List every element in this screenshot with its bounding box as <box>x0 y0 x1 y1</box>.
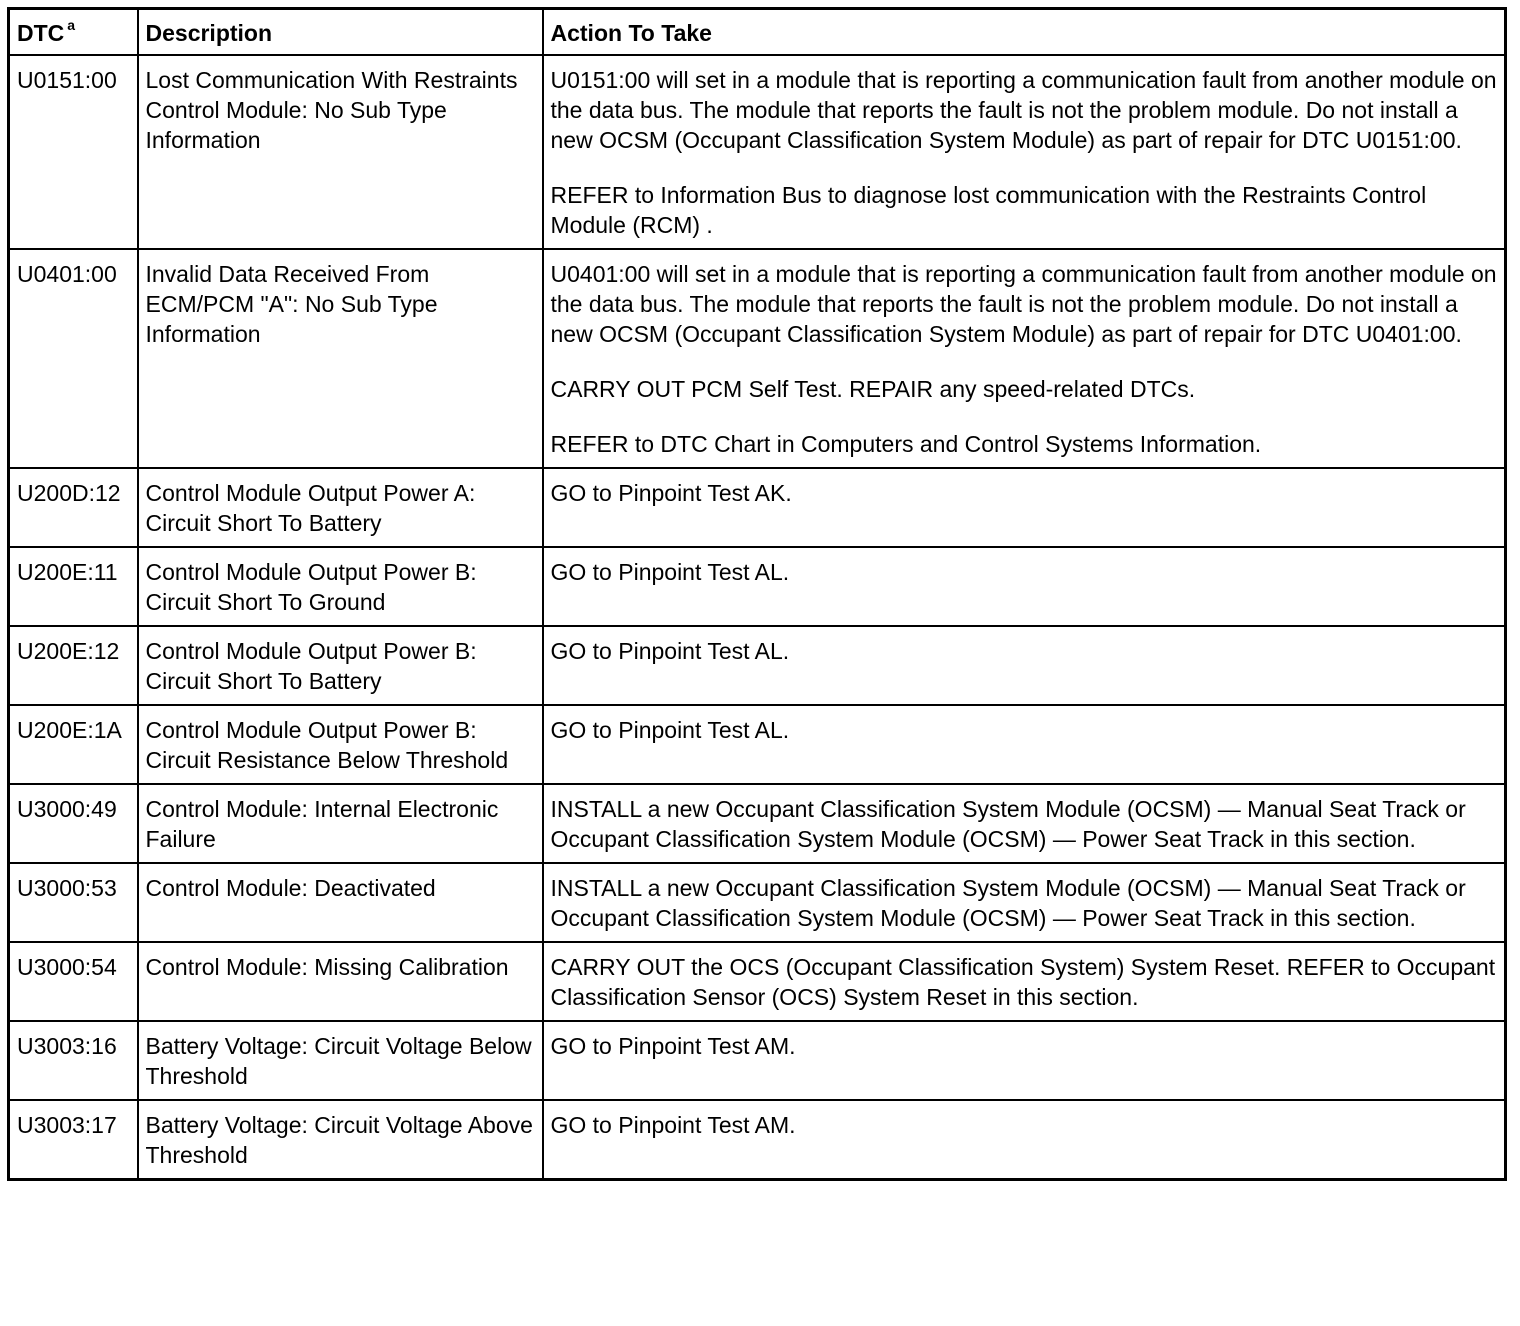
header-dtc-label: DTC <box>17 20 65 46</box>
dtc-description: Control Module: Missing Calibration <box>138 942 543 1021</box>
header-action: Action To Take <box>543 9 1506 56</box>
action-paragraph: GO to Pinpoint Test AK. <box>550 480 792 506</box>
dtc-table <box>7 7 1507 1181</box>
dtc-action <box>543 705 1506 784</box>
table-row <box>9 547 1506 626</box>
action-paragraph: REFER to Information Bus to diagnose lost communication with the Restraints Control Module (RCM) . <box>550 182 1427 238</box>
dtc-code: U0151:00 <box>9 55 138 249</box>
dtc-action <box>543 784 1506 863</box>
dtc-code: U3000:54 <box>9 942 138 1021</box>
header-description: Description <box>138 9 543 56</box>
dtc-action <box>543 942 1506 1021</box>
action-paragraph: CARRY OUT the OCS (Occupant Classification System) System Reset. REFER to Occupant Classification Sensor (OCS) System Reset in this section. <box>550 954 1496 1010</box>
table-row <box>9 942 1506 1021</box>
action-paragraph: U0401:00 will set in a module that is reporting a communication fault from another module on the data bus. The module that reports the fault is not the problem module. Do not install a new OCSM (Occupant Classification System Module) as part of repair for DTC U0401:00. <box>550 261 1497 347</box>
action-paragraph: GO to Pinpoint Test AL. <box>550 717 790 743</box>
dtc-description: Control Module: Deactivated <box>138 863 543 942</box>
dtc-description: Control Module Output Power A: Circuit Short To Battery <box>138 468 543 547</box>
dtc-action <box>543 863 1506 942</box>
action-paragraph: INSTALL a new Occupant Classification System Module (OCSM) — Manual Seat Track or Occupant Classification System Module (OCSM) — Power Seat Track in this section. <box>550 796 1466 852</box>
dtc-action <box>543 468 1506 547</box>
dtc-action <box>543 1021 1506 1100</box>
dtc-description: Control Module Output Power B: Circuit Short To Ground <box>138 547 543 626</box>
table-row <box>9 249 1506 468</box>
action-paragraph: U0151:00 will set in a module that is reporting a communication fault from another module on the data bus. The module that reports the fault is not the problem module. Do not install a new OCSM (Occupant Classification System Module) as part of repair for DTC U0151:00. <box>550 67 1497 153</box>
table-row <box>9 784 1506 863</box>
header-row <box>9 9 1506 56</box>
table-row <box>9 1100 1506 1180</box>
table-header <box>9 9 1506 56</box>
action-paragraph: REFER to DTC Chart in Computers and Control Systems Information. <box>550 431 1262 457</box>
table-row <box>9 863 1506 942</box>
dtc-code: U3000:53 <box>9 863 138 942</box>
action-paragraph: GO to Pinpoint Test AL. <box>550 638 790 664</box>
dtc-code: U200E:11 <box>9 547 138 626</box>
dtc-code: U3003:17 <box>9 1100 138 1180</box>
dtc-description: Control Module: Internal Electronic Failure <box>138 784 543 863</box>
dtc-action <box>543 1100 1506 1180</box>
dtc-description: Control Module Output Power B: Circuit Resistance Below Threshold <box>138 705 543 784</box>
header-dtc <box>9 9 138 56</box>
dtc-description: Battery Voltage: Circuit Voltage Above Threshold <box>138 1100 543 1180</box>
table-row <box>9 468 1506 547</box>
table-body <box>9 55 1506 1180</box>
dtc-description: Lost Communication With Restraints Control Module: No Sub Type Information <box>138 55 543 249</box>
dtc-description: Invalid Data Received From ECM/PCM "A": No Sub Type Information <box>138 249 543 468</box>
dtc-action <box>543 547 1506 626</box>
action-paragraph: INSTALL a new Occupant Classification System Module (OCSM) — Manual Seat Track or Occupant Classification System Module (OCSM) — Power Seat Track in this section. <box>550 875 1466 931</box>
action-paragraph: GO to Pinpoint Test AL. <box>550 559 790 585</box>
dtc-code: U200D:12 <box>9 468 138 547</box>
dtc-code: U200E:12 <box>9 626 138 705</box>
table-row <box>9 1021 1506 1100</box>
dtc-description: Control Module Output Power B: Circuit Short To Battery <box>138 626 543 705</box>
action-paragraph: GO to Pinpoint Test AM. <box>550 1112 796 1138</box>
dtc-code: U3000:49 <box>9 784 138 863</box>
table-row <box>9 705 1506 784</box>
dtc-code: U3003:16 <box>9 1021 138 1100</box>
dtc-footnote-marker: a <box>67 17 76 34</box>
table-row <box>9 626 1506 705</box>
dtc-code: U200E:1A <box>9 705 138 784</box>
dtc-action <box>543 55 1506 249</box>
action-paragraph: CARRY OUT PCM Self Test. REPAIR any speed-related DTCs. <box>550 376 1196 402</box>
table-row <box>9 55 1506 249</box>
dtc-description: Battery Voltage: Circuit Voltage Below Threshold <box>138 1021 543 1100</box>
dtc-action <box>543 626 1506 705</box>
action-paragraph: GO to Pinpoint Test AM. <box>550 1033 796 1059</box>
dtc-action <box>543 249 1506 468</box>
dtc-code: U0401:00 <box>9 249 138 468</box>
